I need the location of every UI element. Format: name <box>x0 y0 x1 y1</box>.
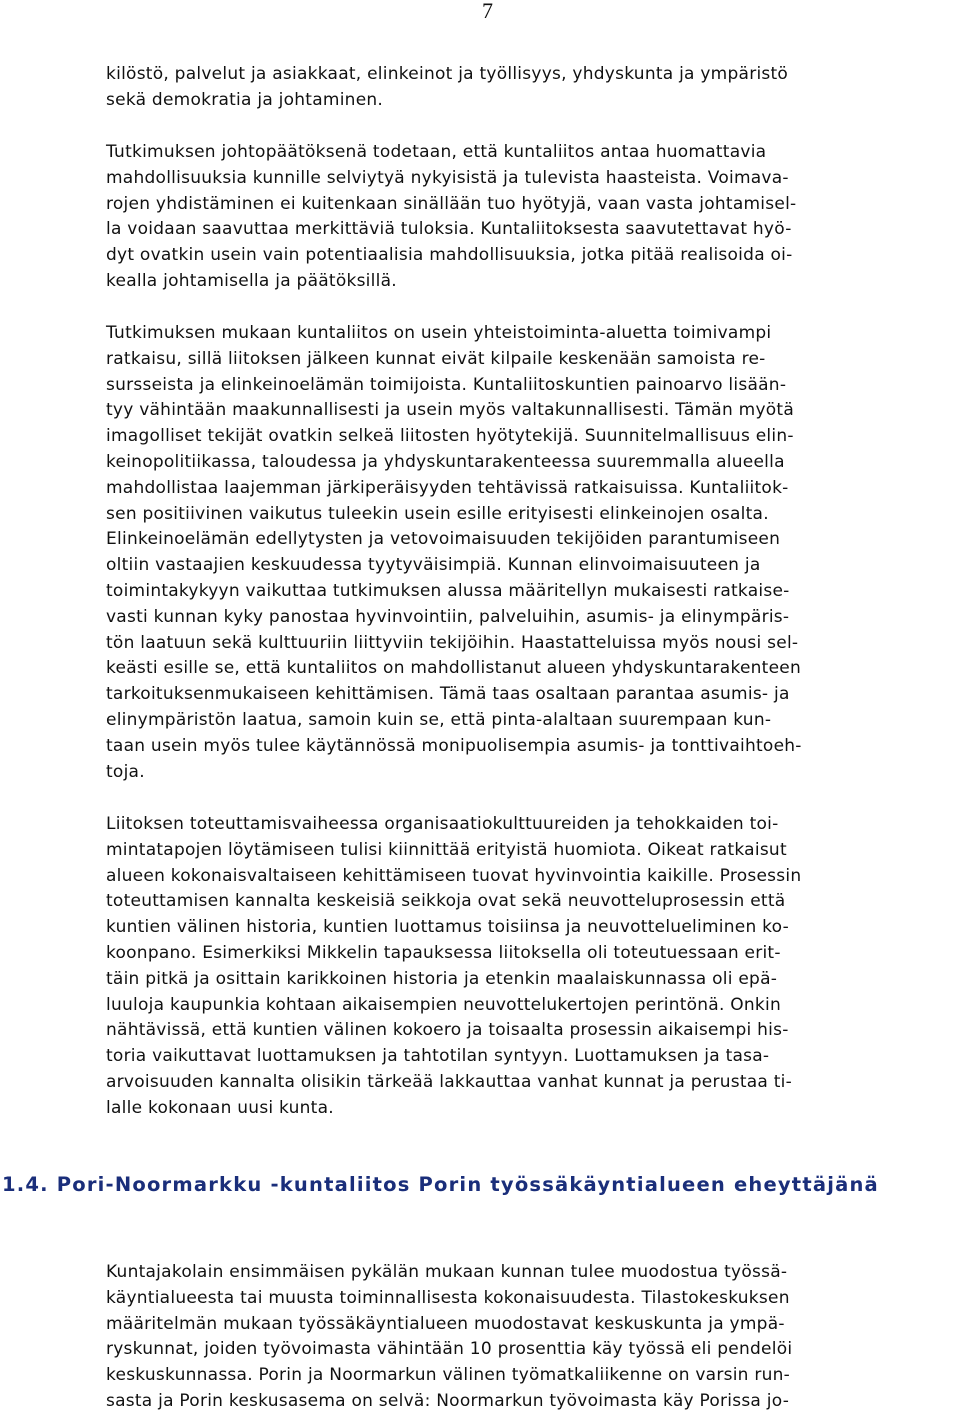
text-line: mahdollisuuksia kunnille selviytyä nykyisistä ja tulevista haasteista. Voimava- <box>106 167 789 188</box>
text-line: täin pitkä ja osittain karikkoinen historia ja etenkin maalaiskunnassa oli epä- <box>106 968 778 989</box>
text-line: mintatapojen löytämiseen tulisi kiinnittää erityistä huomiota. Oikeat ratkaisut <box>106 839 787 860</box>
text-line: toimintakykyyn vaikuttaa tutkimuksen alussa määritellyn mukaisesti ratkaise- <box>106 580 790 601</box>
text-line: nähtävissä, että kuntien välinen kokoero ja toisaalta prosessin aikaisempi his- <box>106 1020 789 1041</box>
text-line: toteuttamisen kannalta keskeisiä seikkoja ovat sekä neuvotteluprosessin että <box>106 891 786 912</box>
section-heading: 1.4. Pori-Noormarkku -kuntaliitos Porin työssäkäyntialueen eheyttäjänä <box>2 1173 879 1196</box>
text-line: Liitoksen toteuttamisvaiheessa organisaatiokulttuureiden ja tehokkaiden toi- <box>106 814 779 834</box>
paragraph-findings <box>106 321 958 785</box>
text-line: luuloja kaupunkia kohtaan aikaisempien neuvottelukertojen perintönä. Onkin <box>106 994 782 1015</box>
text-line: ryskunnat, joiden työvoimasta vähintään 10 prosenttia käy työssä eli pendelöi <box>106 1339 793 1360</box>
text-line: la voidaan saavuttaa merkittäviä tuloksia. Kuntaliitoksesta saavutettavat hyö- <box>106 219 792 240</box>
text-line: alueen kokonaisvaltaiseen kehittämiseen tuovat hyvinvointia kaikille. Prosessin <box>106 865 802 886</box>
text-line: sen positiivinen vaikutus tuleekin usein esille erityisesti elinkeinojen osalta. <box>106 503 769 524</box>
text-line: tyy vähintään maakunnallisesti ja usein myös valtakunnallisesti. Tämän myötä <box>106 400 794 421</box>
text-line: arvoisuuden kannalta olisikin tärkeää lakkauttaa vanhat kunnat ja perustaa ti- <box>106 1071 793 1092</box>
text-line: rojen yhdistäminen ei kuitenkaan sinällään tuo hyötyjä, vaan vasta johtamisel- <box>106 193 797 214</box>
text-line: Elinkeinoelämän edellytysten ja vetovoimaisuuden tekijöiden parantumiseen <box>106 529 781 550</box>
text-line: taan usein myös tulee käytännössä monipuolisempia asumis- ja tonttivaihtoeh- <box>106 735 802 756</box>
text-line: sekä demokratia ja johtaminen. <box>106 89 384 110</box>
text-line: toja. <box>106 761 145 782</box>
text-line: kilöstö, palvelut ja asiakkaat, elinkeinot ja työllisyys, yhdyskunta ja ympäristö <box>106 64 789 84</box>
paragraph-implementation <box>106 812 958 1122</box>
text-line: tön laatuun sekä kulttuuriin liittyviin tekijöihin. Haastatteluissa myös nousi sel- <box>106 632 799 653</box>
text-line: toria vaikuttavat luottamuksen ja tahtotilan syntyyn. Luottamuksen ja tasa- <box>106 1046 770 1067</box>
paragraph-intro <box>106 62 958 114</box>
text-line: vasti kunnan kyky panostaa hyvinvointiin, palveluihin, asumis- ja elinympäris- <box>106 606 790 627</box>
paragraph-conclusion <box>106 140 958 295</box>
text-line: Tutkimuksen johtopäätöksenä todetaan, että kuntaliitos antaa huomattavia <box>106 142 767 162</box>
text-line: kuntien välinen historia, kuntien luottamus toisiinsa ja neuvottelueliminen ko- <box>106 917 790 938</box>
text-line: dyt ovatkin usein vain potentiaalisia mahdollisuuksia, jotka pitää realisoida oi- <box>106 245 793 266</box>
text-line: käyntialueesta tai muusta toiminnallisesta kokonaisuudesta. Tilastokeskuksen <box>106 1287 790 1308</box>
text-line: sursseista ja elinkeinoelämän toimijoista. Kuntaliitoskuntien painoarvo lisään- <box>106 374 787 395</box>
text-line: sasta ja Porin keskusasema on selvä: Noormarkun työvoimasta käy Porissa jo- <box>106 1390 790 1411</box>
text-line: keinopolitiikassa, taloudessa ja yhdyskuntarakenteessa suuremmalla alueella <box>106 451 785 472</box>
text-line: imagolliset tekijät ovatkin selkeä liitosten hyötytekijä. Suunnitelmallisuus elin- <box>106 426 794 447</box>
text-line: Tutkimuksen mukaan kuntaliitos on usein yhteistoiminta-aluetta toimivampi <box>106 323 772 343</box>
page-number: 7 <box>482 0 493 23</box>
text-line: Kuntajakolain ensimmäisen pykälän mukaan kunnan tulee muodostua työssä- <box>106 1262 788 1282</box>
paragraph-commuting <box>106 1260 958 1415</box>
text-line: keästi esille se, että kuntaliitos on mahdollistanut alueen yhdyskuntarakenteen <box>106 658 802 679</box>
text-line: keskuskunnassa. Porin ja Noormarkun välinen työmatkaliikenne on varsin run- <box>106 1365 791 1386</box>
text-line: ratkaisu, sillä liitoksen jälkeen kunnat eivät kilpaile keskenään samoista re- <box>106 348 766 369</box>
text-line: elinympäristön laatua, samoin kuin se, että pinta-alaltaan suurempaan kun- <box>106 709 772 730</box>
text-line: koonpano. Esimerkiksi Mikkelin tapauksessa liitoksella oli toteutuessaan erit- <box>106 942 781 963</box>
text-line: oltiin vastaajien keskuudessa tyytyväisimpiä. Kunnan elinvoimaisuuteen ja <box>106 555 761 576</box>
text-line: lalle kokonaan uusi kunta. <box>106 1097 334 1118</box>
text-line: kealla johtamisella ja päätöksillä. <box>106 270 397 291</box>
text-line: tarkoituksenmukaiseen kehittämisen. Tämä taas osaltaan parantaa asumis- ja <box>106 684 790 705</box>
text-line: määritelmän mukaan työssäkäyntialueen muodostavat keskuskunta ja ympä- <box>106 1313 785 1334</box>
text-line: mahdollistaa laajemman järkiperäisyyden tehtävissä ratkaisuissa. Kuntaliitok- <box>106 477 789 498</box>
